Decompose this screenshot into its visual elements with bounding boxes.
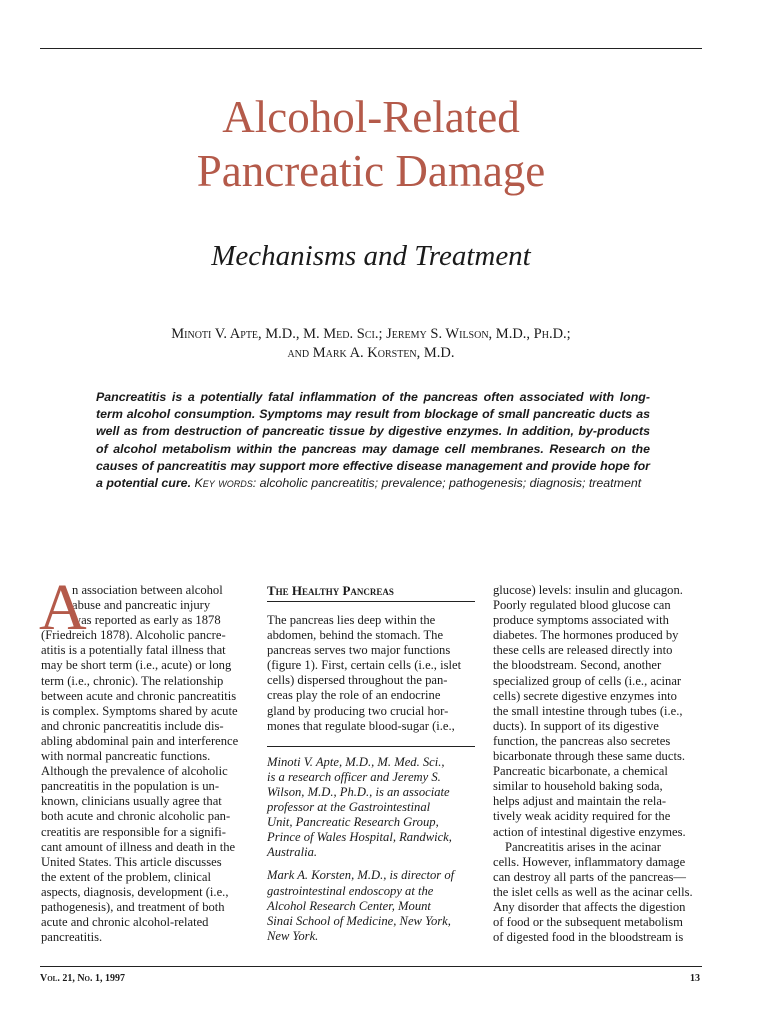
text-line: aspects, diagnosis, development (i.e., — [41, 884, 229, 899]
column-3-text — [493, 583, 705, 840]
article-title-line-2: Pancreatic Damage — [196, 146, 546, 196]
text-line: gastrointestinal endoscopy at the — [267, 883, 434, 898]
text-line: United States. This article discusses — [41, 854, 222, 869]
text-line: known, clinicians usually agree that — [41, 794, 222, 809]
author-note-2 — [267, 868, 477, 943]
key-words-label: Key words: — [194, 476, 257, 491]
text-line: tively weak acidity required for the — [493, 809, 671, 824]
text-line: is a research officer and Jeremy S. — [267, 769, 441, 784]
text-line: (Friedreich 1878). Alcoholic pancre- — [41, 628, 226, 643]
text-line: helps adjust and maintain the rela- — [493, 794, 667, 809]
author-byline-1: Minoti V. Apte, M.D., M. Med. Sci.; Jeremy S. Wilson, M.D., Ph.D.; — [171, 326, 571, 342]
author-byline-2: and Mark A. Korsten, M.D. — [287, 345, 455, 361]
column-2-text — [267, 613, 477, 734]
text-line: pancreatitis. — [41, 930, 103, 945]
text-line: ducts). In support of its digestive — [493, 718, 659, 733]
text-line: specialized group of cells (i.e., acinar — [493, 673, 682, 688]
author-note-rule — [267, 746, 475, 747]
text-line: abuse and pancreatic injury — [72, 598, 211, 613]
text-line: the small intestine through tubes (i.e., — [493, 703, 683, 718]
text-line: Prince of Wales Hospital, Randwick, — [267, 830, 452, 845]
text-line: and chronic pancreatitis include dis- — [41, 718, 224, 733]
text-line: is complex. Symptoms shared by acute — [41, 703, 238, 718]
column-1 — [39, 571, 247, 945]
text-line: creatitis are responsible for a signifi- — [41, 824, 226, 839]
text-line: bicarbonate through these same ducts. — [493, 749, 685, 764]
text-line: New York. — [267, 928, 319, 943]
text-line: was reported as early as 1878 — [72, 613, 221, 628]
article-subtitle: Mechanisms and Treatment — [211, 240, 531, 272]
text-line: n association between alcohol — [72, 583, 223, 597]
text-line: produce symptoms associated with — [493, 613, 669, 628]
text-line: professor at the Gastrointestinal — [267, 800, 431, 815]
column-2 — [267, 583, 477, 944]
text-line: Unit, Pancreatic Research Group, — [267, 815, 439, 830]
text-line: cells) dispersed throughout the pan- — [267, 673, 448, 688]
text-line: both acute and chronic alcoholic pan- — [41, 809, 231, 824]
column-3-paragraph-2 — [493, 840, 705, 946]
text-line: pancreas serves two major functions — [267, 643, 451, 658]
text-line: the islet cells as well as the acinar cells. — [493, 884, 693, 899]
text-line: the bloodstream. Second, another — [493, 658, 662, 673]
bottom-rule — [40, 966, 702, 967]
page-number: 13 — [690, 973, 700, 984]
text-line: (figure 1). First, certain cells (i.e., islet — [267, 658, 462, 673]
text-line: Although the prevalence of alcoholic — [41, 764, 228, 779]
text-line: creas play the role of an endocrine — [267, 688, 441, 703]
text-line: The pancreas lies deep within the — [267, 613, 436, 627]
text-line: with normal pancreatic functions. — [41, 749, 211, 764]
text-line: of food or the subsequent metabolism — [493, 915, 683, 930]
text-line: pancreatitis in the population is un- — [41, 779, 220, 794]
abstract — [96, 389, 650, 492]
text-line: Minoti V. Apte, M.D., M. Med. Sci., — [267, 754, 445, 769]
text-line: Any disorder that affects the digestion — [493, 899, 686, 914]
text-line: atitis is a potentially fatal illness that — [41, 643, 226, 658]
text-line: Poorly regulated blood glucose can — [493, 598, 671, 613]
text-line: of digested food in the bloodstream is — [493, 930, 684, 945]
text-line: abling abdominal pain and interference — [41, 733, 239, 748]
column-3 — [493, 583, 705, 945]
top-rule — [40, 48, 702, 49]
text-line: can destroy all parts of the pancreas— — [493, 869, 687, 884]
abstract-text: Pancreatitis is a potentially fatal inflammation of the pancreas often associated with long-term alcohol consumption. Symptoms may result from blockage of small pancreatic ducts as well as from destruction of pancreatic tissue by digestive enzymes. In addition, by-products of alcohol metabolism within the pancreas may damage cell membranes. Research on the causes of pancreatitis may support more effective disease management and provide hope for a potential cure. — [96, 390, 650, 491]
text-line: the extent of the problem, clinical — [41, 869, 211, 884]
text-line: term (i.e., chronic). The relationship — [41, 673, 224, 688]
text-line: cells) secrete digestive enzymes into — [493, 688, 677, 703]
key-words: alcoholic pancreatitis; prevalence; pathogenesis; diagnosis; treatment — [259, 476, 642, 491]
text-line: Pancreatitis arises in the acinar — [505, 839, 661, 854]
text-line: these cells are released directly into — [493, 643, 673, 658]
text-line: function, the pancreas also secretes — [493, 733, 671, 748]
text-line: pathogenesis), and treatment of both — [41, 899, 225, 914]
text-line: similar to household baking soda, — [493, 779, 663, 794]
text-line: mones that regulate blood-sugar (i.e., — [267, 718, 455, 733]
text-line: Mark A. Korsten, M.D., is director of — [267, 868, 455, 883]
text-line: Australia. — [267, 845, 318, 860]
section-heading-rule — [267, 601, 475, 602]
text-line: Alcohol Research Center, Mount — [267, 898, 431, 913]
text-line: Wilson, M.D., Ph.D., is an associate — [267, 784, 450, 799]
text-line: Sinai School of Medicine, New York, — [267, 913, 451, 928]
text-line: cells. However, inflammatory damage — [493, 854, 686, 869]
article-title-line-1: Alcohol-Related — [222, 92, 520, 142]
text-line: action of intestinal digestive enzymes. — [493, 824, 686, 839]
author-note-1 — [267, 755, 477, 861]
text-line: may be short term (i.e., acute) or long — [41, 658, 232, 673]
text-line: cant amount of illness and death in the — [41, 839, 236, 854]
text-line: acute and chronic alcohol-related — [41, 915, 209, 930]
drop-cap: A — [39, 571, 87, 644]
text-line: Pancreatic bicarbonate, a chemical — [493, 764, 668, 779]
text-line: abdomen, behind the stomach. The — [267, 628, 444, 643]
text-line: between acute and chronic pancreatitis — [41, 688, 237, 703]
text-line: gland by producing two crucial hor- — [267, 703, 449, 718]
text-line: diabetes. The hormones produced by — [493, 628, 679, 643]
footer-volume: Vol. 21, No. 1, 1997 — [40, 973, 126, 984]
section-heading: The Healthy Pancreas — [267, 583, 394, 598]
text-line: glucose) levels: insulin and glucagon. — [493, 583, 683, 597]
